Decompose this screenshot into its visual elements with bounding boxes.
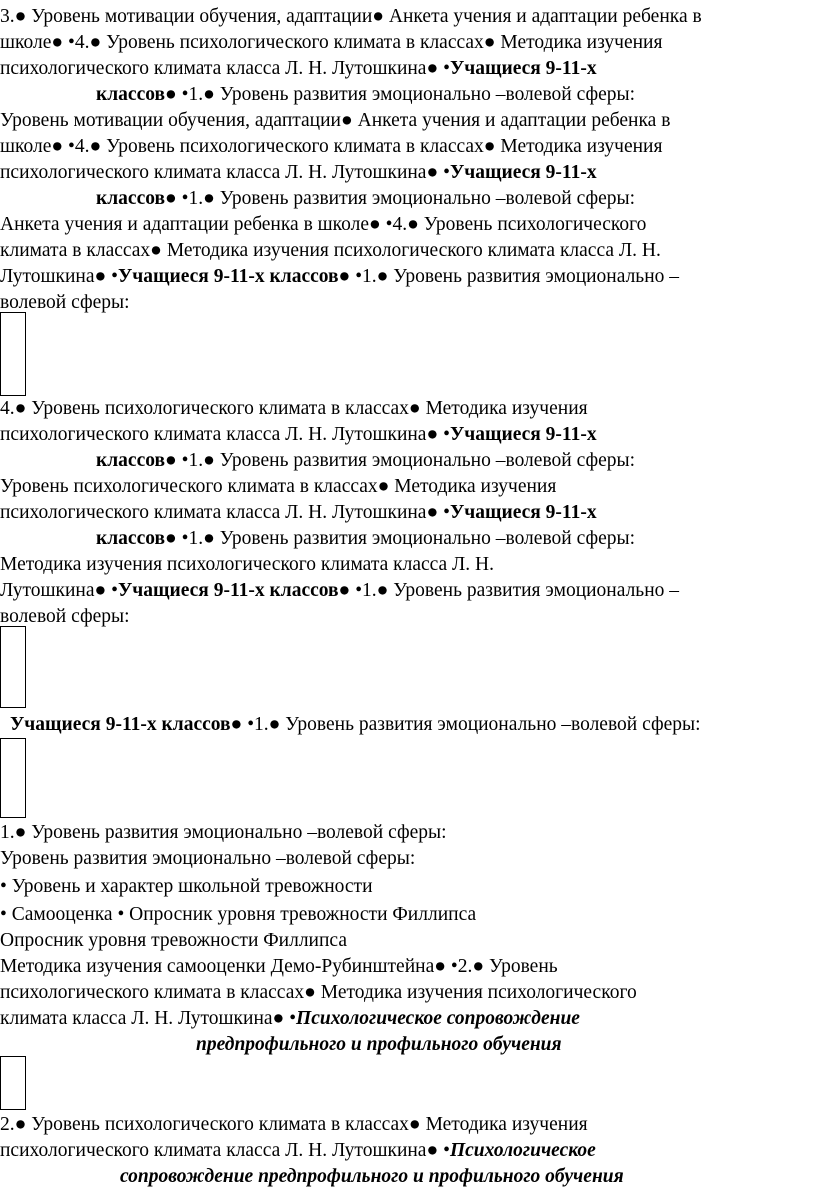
text-line [10, 712, 701, 738]
text-line [0, 500, 597, 526]
text-line: Методика изучения самооценки Демо-Рубинштейна● •2.● Уровень [0, 956, 558, 977]
empty-frame [0, 738, 26, 818]
text-line [196, 1032, 562, 1058]
text-line: Анкета учения и адаптации ребенка в школе● •4.● Уровень психологического [0, 214, 647, 235]
text-line: климата в классах● Методика изучения психологического климата класса Л. Н. [0, 240, 661, 261]
bold-heading: Учащиеся 9-11-х [449, 162, 597, 183]
bold-heading: классов [96, 528, 166, 549]
line-text: Лутошкина● • [0, 580, 118, 601]
text-line: Методика изучения психологического климата класса Л. Н. [0, 554, 494, 575]
text-line: 3.● Уровень мотивации обучения, адаптации● Анкета учения и адаптации ребенка в [0, 6, 702, 27]
empty-frame [0, 312, 26, 396]
text-line [96, 82, 635, 108]
text-line [0, 160, 597, 186]
text-line: Уровень развития эмоционально –волевой сферы: [0, 848, 416, 869]
bold-heading: Учащиеся 9-11-х классов [118, 580, 339, 601]
bold-heading: Учащиеся 9-11-х [449, 502, 597, 523]
text-line: Уровень психологического климата в классах● Методика изучения [0, 476, 557, 497]
text-line [0, 578, 679, 604]
text-line: 2.● Уровень психологического климата в классах● Методика изучения [0, 1114, 588, 1135]
text-line: психологического климата в классах● Методика изучения психологического [0, 982, 637, 1003]
text-line [96, 526, 635, 552]
line-text: психологического климата класса Л. Н. Лутошкина● • [0, 502, 450, 523]
bold-heading: классов [96, 84, 166, 105]
text-line [96, 448, 635, 474]
line-text: психологического климата класса Л. Н. Лутошкина● • [0, 58, 450, 79]
bold-heading: Учащиеся 9-11-х [449, 424, 597, 445]
text-line [0, 422, 597, 448]
text-line [0, 1138, 596, 1164]
line-text: ● •1.● Уровень развития эмоционально –волевой сферы: [165, 450, 636, 471]
italic-heading: Психологическое сопровождение [296, 1008, 580, 1029]
italic-heading: предпрофильного и профильного обучения [196, 1034, 562, 1055]
empty-frame [0, 1056, 26, 1110]
bold-heading: Учащиеся 9-11-х [449, 58, 597, 79]
italic-heading: сопровождение предпрофильного и профильного обучения [120, 1166, 624, 1187]
line-text: психологического климата класса Л. Н. Лутошкина● • [0, 424, 450, 445]
line-text: климата класса Л. Н. Лутошкина● • [0, 1008, 297, 1029]
text-line: школе● •4.● Уровень психологического климата в классах● Методика изучения [0, 136, 663, 157]
line-text: ● •1.● Уровень развития эмоционально –волевой сферы: [165, 528, 636, 549]
line-text: психологического климата класса Л. Н. Лутошкина● • [0, 162, 450, 183]
text-line: 4.● Уровень психологического климата в классах● Методика изучения [0, 398, 588, 419]
line-text: ● •1.● Уровень развития эмоционально –волевой сферы: [165, 188, 636, 209]
line-text: ● •1.● Уровень развития эмоционально – [338, 580, 680, 601]
bold-heading: классов [96, 188, 166, 209]
line-text: Лутошкина● • [0, 266, 118, 287]
text-line [120, 1164, 624, 1190]
line-text: психологического климата класса Л. Н. Лутошкина● • [0, 1140, 450, 1161]
text-line [0, 1006, 580, 1032]
bold-heading: классов [96, 450, 166, 471]
text-line [0, 56, 597, 82]
empty-frame [0, 626, 26, 708]
text-line: Уровень мотивации обучения, адаптации● Анкета учения и адаптации ребенка в [0, 110, 671, 131]
text-line: • Уровень и характер школьной тревожности [0, 876, 373, 897]
text-line [0, 264, 679, 290]
text-line: Опросник уровня тревожности Филлипса [0, 930, 347, 951]
line-text: ● •1.● Уровень развития эмоционально –волевой сферы: [165, 84, 636, 105]
text-line [96, 186, 635, 212]
text-line: • Самооценка • Опросник уровня тревожности Филлипса [0, 904, 477, 925]
line-text: ● •1.● Уровень развития эмоционально –волевой сферы: [230, 714, 701, 735]
bold-heading: Учащиеся 9-11-х классов [118, 266, 339, 287]
text-line: 1.● Уровень развития эмоционально –волевой сферы: [0, 822, 447, 843]
text-line: волевой сферы: [0, 606, 130, 627]
text-line: школе● •4.● Уровень психологического климата в классах● Методика изучения [0, 32, 663, 53]
line-text: ● •1.● Уровень развития эмоционально – [338, 266, 680, 287]
bold-heading: Учащиеся 9-11-х классов [10, 714, 231, 735]
italic-heading: Психологическое [449, 1140, 596, 1161]
text-line: волевой сферы: [0, 292, 130, 313]
